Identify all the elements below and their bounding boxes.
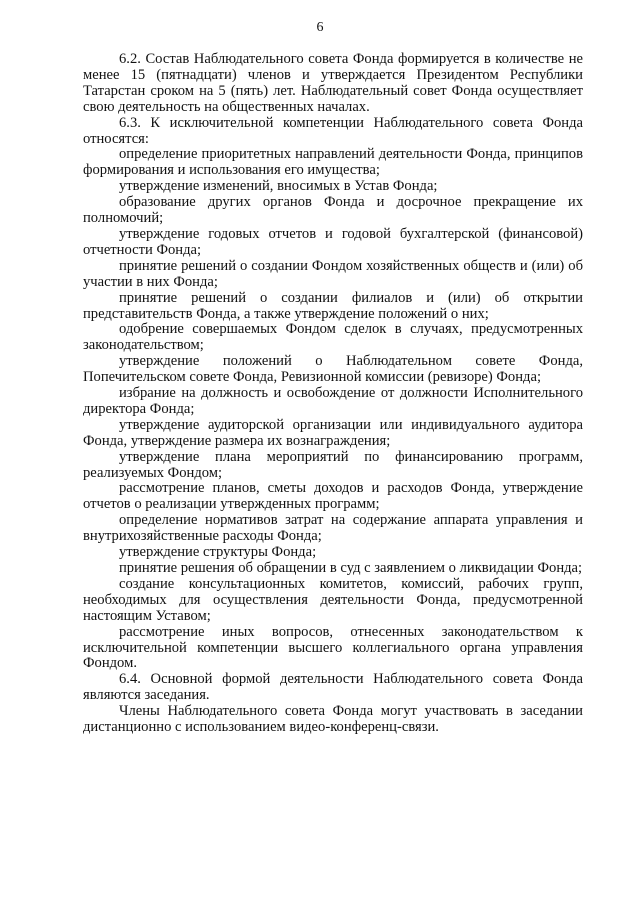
paragraph-6-3: 6.3. К исключительной компетенции Наблюдательного совета Фонда относятся: xyxy=(83,114,583,147)
list-item: определение нормативов затрат на содержание аппарата управления и внутрихозяйственные расходы Фонда; xyxy=(83,512,583,545)
list-item: принятие решений о создании филиалов и (или) об открытии представительств Фонда, а также утверждение положений о них; xyxy=(83,289,583,322)
list-item: утверждение структуры Фонда; xyxy=(119,544,317,561)
list-item: утверждение изменений, вносимых в Устав Фонда; xyxy=(119,178,438,195)
page-number: 6 xyxy=(316,20,324,35)
list-item: определение приоритетных направлений деятельности Фонда, принципов формирования и использования его имущества; xyxy=(83,146,583,179)
list-item: принятие решений о создании Фондом хозяйственных обществ и (или) об участии в них Фонда; xyxy=(83,257,583,290)
document-body xyxy=(83,52,583,736)
list-item: утверждение положений о Наблюдательном совете Фонда, Попечительском совете Фонда, Ревизионной комиссии (ревизоре) Фонда; xyxy=(83,353,583,386)
list-item: избрание на должность и освобождение от должности Исполнительного директора Фонда; xyxy=(83,385,583,417)
paragraph-6-4: 6.4. Основной формой деятельности Наблюдательного совета Фонда являются заседания. xyxy=(83,671,583,704)
list-item: принятие решения об обращении в суд с заявлением о ликвидации Фонда; xyxy=(119,560,583,576)
list-item: образование других органов Фонда и досрочное прекращение их полномочий; xyxy=(83,194,583,227)
paragraph-remote-participation: Члены Наблюдательного совета Фонда могут участвовать в заседании дистанционно с использованием видео-конференц-связи. xyxy=(83,703,583,736)
list-item: утверждение годовых отчетов и годовой бухгалтерской (финансовой) отчетности Фонда; xyxy=(83,225,583,258)
paragraph-6-2: 6.2. Состав Наблюдательного совета Фонда формируется в количестве не менее 15 (пятнадцати) членов и утверждается Президентом Республики Татарстан сроком на 5 (пять) лет. Наблюдательный совет Фонда осуществляет свою деятельность на общественных началах. xyxy=(83,51,583,115)
list-item: рассмотрение планов, сметы доходов и расходов Фонда, утверждение отчетов о реализации утвержденных программ; xyxy=(83,480,583,513)
list-item: рассмотрение иных вопросов, отнесенных законодательством к исключительной компетенции высшего коллегиального органа управления Фондом. xyxy=(83,623,583,672)
list-item: утверждение аудиторской организации или индивидуального аудитора Фонда, утверждение размера их вознаграждения; xyxy=(83,416,583,449)
list-item: создание консультационных комитетов, комиссий, рабочих групп, необходимых для осуществления деятельности Фонда, предусмотренной настоящим Уставом; xyxy=(83,575,583,624)
list-item: одобрение совершаемых Фондом сделок в случаях, предусмотренных законодательством; xyxy=(83,321,583,354)
list-item: утверждение плана мероприятий по финансированию программ, реализуемых Фондом; xyxy=(83,448,583,481)
